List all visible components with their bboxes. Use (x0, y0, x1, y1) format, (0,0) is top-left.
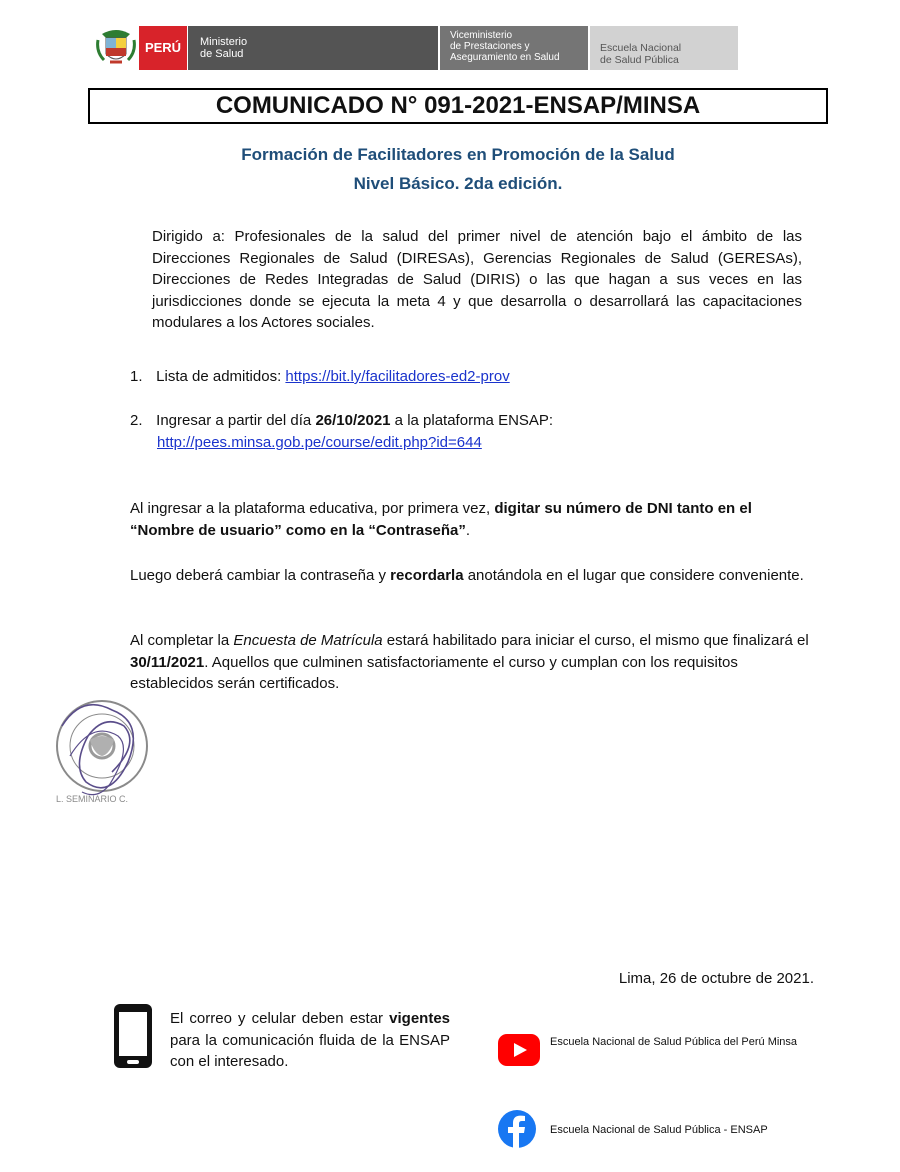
header-logos (96, 24, 682, 72)
communique-title: COMUNICADO N° 091-2021-ENSAP/MINSA (88, 88, 828, 124)
list-item-admitted: 1. Lista de admitidos: https://bit.ly/facilitadores-ed2-prov (130, 368, 510, 385)
list-item-platform: 2. Ingresar a partir del día 26/10/2021 a la plataforma ENSAP: http://pees.minsa.gob.pe/course/edit.php?id=644 (130, 412, 554, 451)
course-title: Formación de Facilitadores en Promoción de la Salud (241, 145, 675, 164)
date-line: Lima, 26 de octubre de 2021. (618, 970, 814, 987)
svg-text:L. SEMINARIO C.: L. SEMINARIO C. (56, 794, 129, 804)
ministry-logo: Ministerio de Salud (188, 26, 438, 70)
viceministry-logo: Viceministerio de Prestaciones y Aseguramiento en Salud (440, 26, 588, 70)
coat-of-arms-icon (96, 26, 136, 68)
mobile-phone-icon (112, 1002, 154, 1070)
platform-link[interactable]: http://pees.minsa.gob.pe/course/edit.php?id=644 (157, 433, 482, 451)
admitted-list-link[interactable]: https://bit.ly/facilitadores-ed2-prov (285, 368, 510, 385)
target-audience-paragraph: Dirigido a: Profesionales de la salud del primer nivel de atención bajo el ámbito de las Direcciones Regionales de Salud (DIRESAs), Gerencias Regionales de Salud (GERESAs), Direcciones de Redes Integradas de Salud (DIRIS) o las que hagan a sus veces en las jurisdicciones donde se ejecuta la meta 4 y que desarrolla o desarrollará las capacitaciones modulares a los Actores sociales. (152, 228, 802, 331)
official-stamp (52, 696, 154, 810)
survey-instructions: Al completar la Encuesta de Matrícula estará habilitado para iniciar el curso, el mismo que finalizará el 30/11/2021. Aquellos que culminen satisfactoriamente el curso y cumplan con los requisitos establecidos serán certificados. (130, 632, 809, 692)
login-instructions: Al ingresar a la plataforma educativa, por primera vez, digitar su número de DNI tanto en el “Nombre de usuario” como en la “Contraseña”. (130, 500, 752, 539)
facebook-icon[interactable] (498, 1110, 536, 1148)
peru-logo: PERÚ (139, 26, 187, 70)
course-edition: Nivel Básico. 2da edición. (353, 174, 563, 193)
password-instructions: Luego deberá cambiar la contraseña y recordarla anotándola en el lugar que considere conveniente. (130, 567, 804, 584)
facebook-page-label[interactable]: Escuela Nacional de Salud Pública - ENSAP (550, 1124, 768, 1136)
start-date: 26/10/2021 (315, 412, 391, 429)
youtube-icon[interactable] (498, 1034, 540, 1066)
school-logo: Escuela Nacional de Salud Pública (590, 26, 738, 70)
contact-note: El correo y celular deben estar vigentes para la comunicación fluida de la ENSAP con el interesado. (170, 1010, 450, 1070)
youtube-channel-label[interactable]: Escuela Nacional de Salud Pública del Perú Minsa (550, 1036, 798, 1048)
